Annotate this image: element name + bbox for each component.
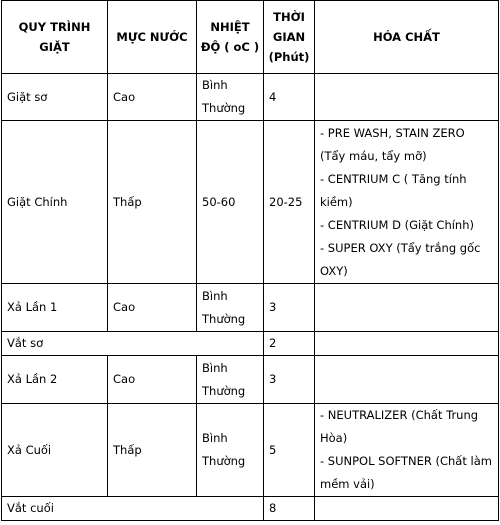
- chemicals-cell: [315, 356, 499, 404]
- header-row: [2, 1, 499, 74]
- table-row: [2, 404, 499, 497]
- procedure-cell: Vắt cuối: [2, 497, 264, 521]
- temperature-cell: Bình Thường: [197, 284, 264, 332]
- chemical-item: - SUNPOL SOFTNER (Chất làm mềm vải): [320, 454, 492, 491]
- table-row: [2, 121, 499, 284]
- chemicals-cell: [315, 74, 499, 121]
- chemical-item: - SUPER OXY (Tẩy trắng gốc OXY): [320, 240, 481, 278]
- time-cell: 5: [264, 404, 315, 497]
- time-cell: 8: [264, 497, 315, 521]
- header-water-level: MỰC NƯỚC: [108, 1, 197, 74]
- chemical-item: - PRE WASH, STAIN ZERO (Tẩy máu, tẩy mỡ): [320, 125, 465, 163]
- water-level-cell: Cao: [108, 284, 197, 332]
- table-row: [2, 284, 499, 332]
- header-temperature: NHIỆT ĐỘ ( oC ): [197, 1, 264, 74]
- chemicals-cell: [315, 497, 499, 521]
- chemical-item: - CENTRIUM C ( Tăng tính kiềm): [320, 171, 467, 209]
- procedure-cell: Giặt Chính: [2, 121, 108, 284]
- table-row: [2, 74, 499, 121]
- water-level-cell: Thấp: [108, 404, 197, 497]
- chemical-item: - NEUTRALIZER (Chất Trung Hòa): [320, 408, 479, 445]
- water-level-cell: Cao: [108, 356, 197, 404]
- temperature-cell: Bình Thường: [197, 74, 264, 121]
- time-cell: 3: [264, 284, 315, 332]
- table-row: [2, 356, 499, 404]
- temperature-cell: Bình Thường: [197, 404, 264, 497]
- time-cell: 20-25: [264, 121, 315, 284]
- chemicals-cell: [315, 121, 499, 284]
- chemical-item: - CENTRIUM D (Giặt Chính): [320, 217, 474, 232]
- procedure-cell: Xả Lần 1: [2, 284, 108, 332]
- header-time: THỜI GIAN (Phút): [264, 1, 315, 74]
- time-cell: 2: [264, 332, 315, 356]
- temperature-cell: 50-60: [197, 121, 264, 284]
- chemicals-cell: [315, 332, 499, 356]
- time-cell: 3: [264, 356, 315, 404]
- washing-procedure-table: [1, 0, 499, 521]
- procedure-cell: Xả Lần 2: [2, 356, 108, 404]
- time-cell: 4: [264, 74, 315, 121]
- chemicals-cell: [315, 404, 499, 497]
- table-row: [2, 497, 499, 521]
- water-level-cell: Cao: [108, 74, 197, 121]
- header-chemicals: HÓA CHẤT: [315, 1, 499, 74]
- chemicals-cell: [315, 284, 499, 332]
- table-row: [2, 332, 499, 356]
- procedure-cell: Giặt sơ: [2, 74, 108, 121]
- header-procedure: QUY TRÌNH GIẶT: [2, 1, 108, 74]
- temperature-cell: Bình Thường: [197, 356, 264, 404]
- procedure-cell: Vắt sơ: [2, 332, 264, 356]
- procedure-cell: Xả Cuối: [2, 404, 108, 497]
- water-level-cell: Thấp: [108, 121, 197, 284]
